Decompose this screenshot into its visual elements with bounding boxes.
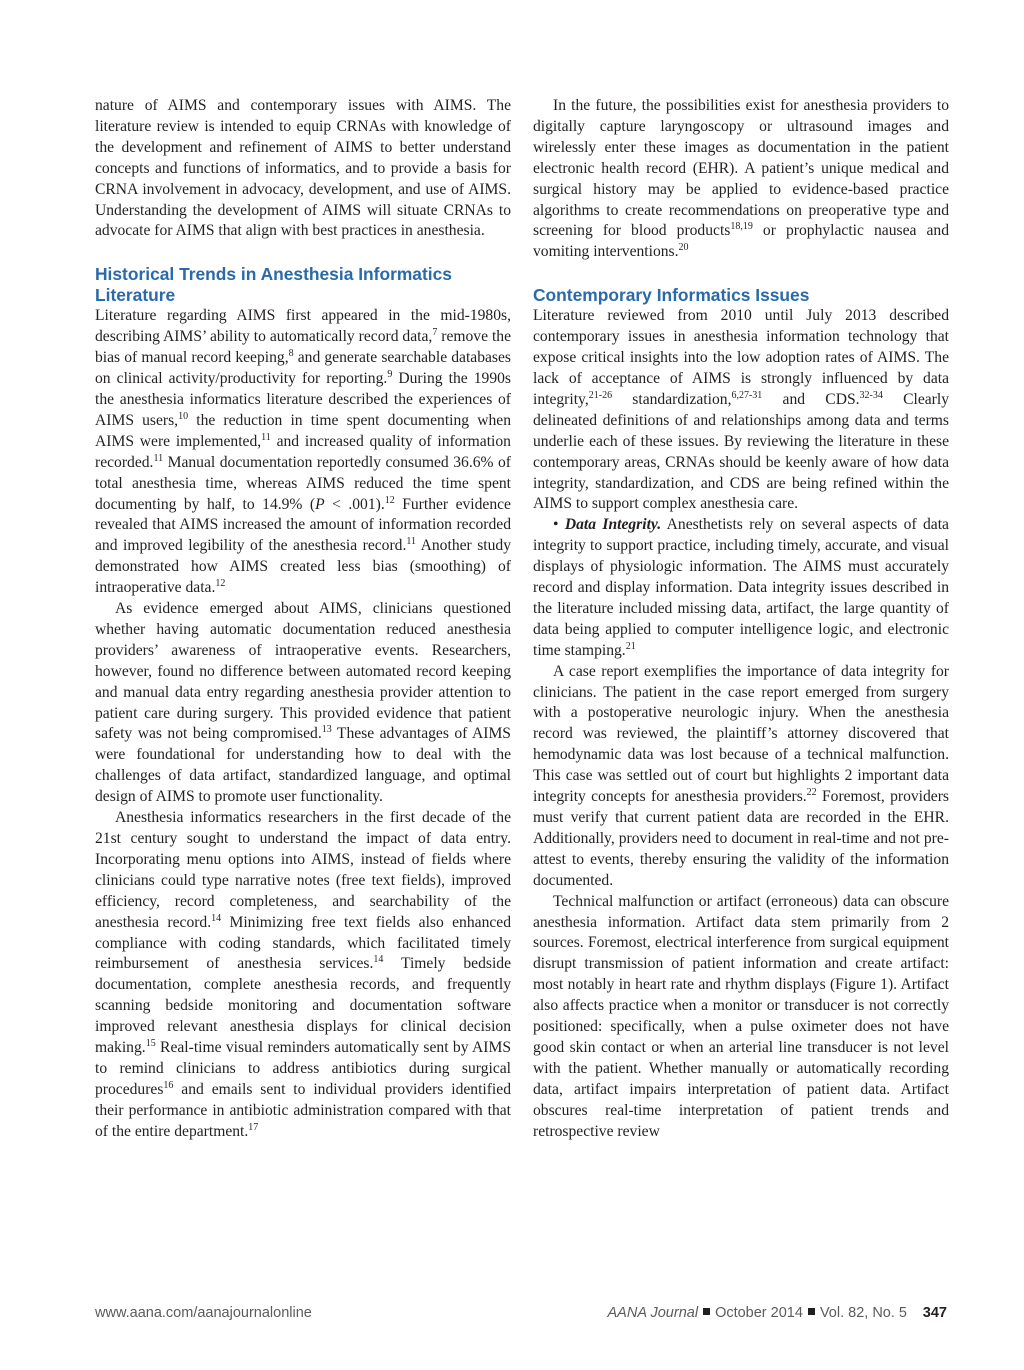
historical-paragraph-3: Anesthesia informatics researchers in the first decade of the 21st century sought to understand the impact of data entry. Incorporating menu options into AIMS, instead of fields where clinicians could type narrative notes (free text fields), improved efficiency, record completeness, and searchability of the anesthesia record.$^{14}$ Minimizing free text fields also enhanced compliance with coding standards, which facilitated timely reimbursement of anesthesia services.$^{14}$ Timely bedside documentation, complete anesthesia records, and frequently scanning bedside monitoring and documentation software improved relevant anesthesia displays for clinical decision making.$^{15}$ Real-time visual reminders automatically sent by AIMS to remind clinicians to address antibiotics during surgical procedures$^{16}$ and emails sent to individual providers identified their performance in antibiotic administration compared with that of the entire department.$^{17}$ [95,809,512,1140]
citation-ref: 18,19 [730,221,753,233]
citation-ref: 11 [406,536,416,548]
citation-ref: 20 [678,242,689,254]
square-separator-icon [808,1308,815,1315]
citation-ref: 21 [625,640,636,652]
citation-ref: 11 [261,431,271,443]
issue-date: October 2014 [715,1305,803,1321]
citation-ref: 8 [288,348,294,360]
right-column [533,96,949,1143]
contemporary-paragraph-1: Literature reviewed from 2010 until July 2013 described contemporary issues in anesthesia information technology that expose critical insights into the low adoption rates of AIMS. The lack of acceptance of AIMS is strongly influenced by data integrity,$^{21-26}$ standardization,$^{6,27-31}$ and CDS.$^{32-34}$ Clearly delineated definitions of and relationships among data and terms underlie each of these issues. By reviewing the literature in these contemporary areas, CRNAs should be keenly aware of how data integrity, standardization, and CDS are being refined within the AIMS to support complex anesthesia care. [533,307,950,513]
journal-url-link[interactable]: www.aana.com/aanajournalonline [95,1305,312,1321]
left-column [95,96,511,1143]
data-integrity-subheading: Data Integrity. [564,516,662,534]
journal-name: AANA Journal [607,1305,699,1321]
left-intro-paragraph: nature of AIMS and contemporary issues with AIMS. The literature review is intended to equip CRNAs with knowledge of the development and refinement of AIMS to better understand concepts and functions of informatics, and to provide a basis for CRNA involvement in advocacy, development, and use of AIMS. Understanding the development of AIMS will situate CRNAs to advocate for AIMS that align with best practices in anesthesia. [95,97,511,240]
citation-ref: 6,27-31 [731,389,763,401]
citation-ref: 11 [153,452,164,464]
citation-ref: 12 [384,494,395,506]
citation-ref: 14 [373,954,384,966]
citation-ref: 13 [321,724,332,736]
square-separator-icon [703,1308,710,1315]
artifact-paragraph: Technical malfunction or artifact (erroneous) data can obscure anesthesia information. Artifact data stem primarily from 2 sources. Foremost, electrical interference from surgical equipment disrupt transmission of patient information and create artifact: most notably in heart rate and rhythm displays (Figure 1). Artifact also affects practice when a monitor or transducer is not correctly positioned: specifically, when a pulse oximeter does not have good skin contact or when an arterial line transducer is not level with the patient. Whether manually or automatically recording data, artifact impairs interpretation of patient data. Artifact obscures real-time interpretation of patient trends and retrospective review [533,892,949,1140]
citation-ref: 7 [432,327,438,339]
citation-ref: 17 [248,1121,259,1133]
citation-ref: 10 [178,410,189,422]
citation-ref: 9 [387,369,393,381]
bullet-icon: • [553,516,559,534]
data-integrity-paragraph: • Data Integrity. Anesthetists rely on several aspects of data integrity to support practice, including timely, accurate, and visual displays of physiologic information. The AIMS must accurately record and display information. Data integrity issues described in the literature included missing data, artifact, the large quantity of data being applied to computer intelligence logic, and electronic time stamping.$^{21}$ [533,516,949,659]
journal-citation [608,1305,907,1321]
citation-ref: 14 [211,912,222,924]
page-number: 347 [922,1305,947,1321]
volume-issue: Vol. 82, No. 5 [819,1305,907,1321]
citation-ref: 22 [806,787,817,799]
historical-paragraph-1: Literature regarding AIMS first appeared in the mid-1980s, describing AIMS’ ability to automatically record data,$^7$ remove the bias of manual record keeping,$^8$ and generate searchable databases on clinical activity/productivity for reporting.$^9$ During the 1990s the anesthesia informatics literature described the experiences of AIMS users,$^{10}$ the reduction in time spent documenting when AIMS were implemented,$^{11}$ and increased quality of information recorded.$^{11}$ Manual documentation reportedly consumed 36.6% of total anesthesia time, whereas AIMS reduced the time spent documenting by half, to 14.9% (P < .001).$^{12}$ Further evidence revealed that AIMS increased the amount of information recorded and improved legibility of the anesthesia record.$^{11}$ Another study demonstrated how AIMS created less bias (smoothing) of intraoperative data.$^{12}$ [95,307,512,597]
citation-ref: 21-26 [588,389,613,401]
citation-ref: 15 [145,1038,156,1050]
citation-ref: 12 [215,578,226,590]
historical-paragraph-2: As evidence emerged about AIMS, clinicians questioned whether having automatic documentation reduced anesthesia providers’ awareness of intraoperative events. Researchers, however, found no difference between automated record keeping and manual data entry regarding anesthesia provider attention to patient care during surgery. This provided evidence that patient safety was not being compromised.$^{13}$ These advantages of AIMS were foundational for understanding how to deal with the challenges of data artifact, standardized language, and optimal design of AIMS to promote user functionality. [95,600,511,806]
page-footer [95,1305,947,1325]
citation-ref: 16 [163,1079,174,1091]
section-heading-historical-trends: Historical Trends in Anesthesia Informatics Literature [95,264,452,306]
citation-ref: 32-34 [859,389,883,401]
case-report-paragraph: A case report exemplifies the importance of data integrity for clinicians. The patient in the case report emerged from surgery with a postoperative neurologic injury. When the anesthesia record was reviewed, the plaintiff’s attorney discovered that hemodynamic data was lost because of a technical malfunction. This case was settled out of court but highlights 2 important data integrity concepts for anesthesia providers.$^{22}$ Foremost, providers must verify that current patient data are recorded in the EHR. Additionally, providers need to document in real-time and not pre-attest to events, thereby ensuring the validity of the information documented. [533,662,949,889]
section-heading-contemporary-issues: Contemporary Informatics Issues [533,285,810,306]
right-intro-paragraph: In the future, the possibilities exist for anesthesia providers to digitally capture laryngoscopy or ultrasound images and wirelessly enter these images as documentation in the patient electronic health record (EHR). A patient’s unique medical and surgical history may be applied to evidence-based practice algorithms to create recommendations on preoperative type and screening for blood products$^{18,19}$ or prophylactic nausea and vomiting interventions.$^{20}$ [533,97,949,261]
